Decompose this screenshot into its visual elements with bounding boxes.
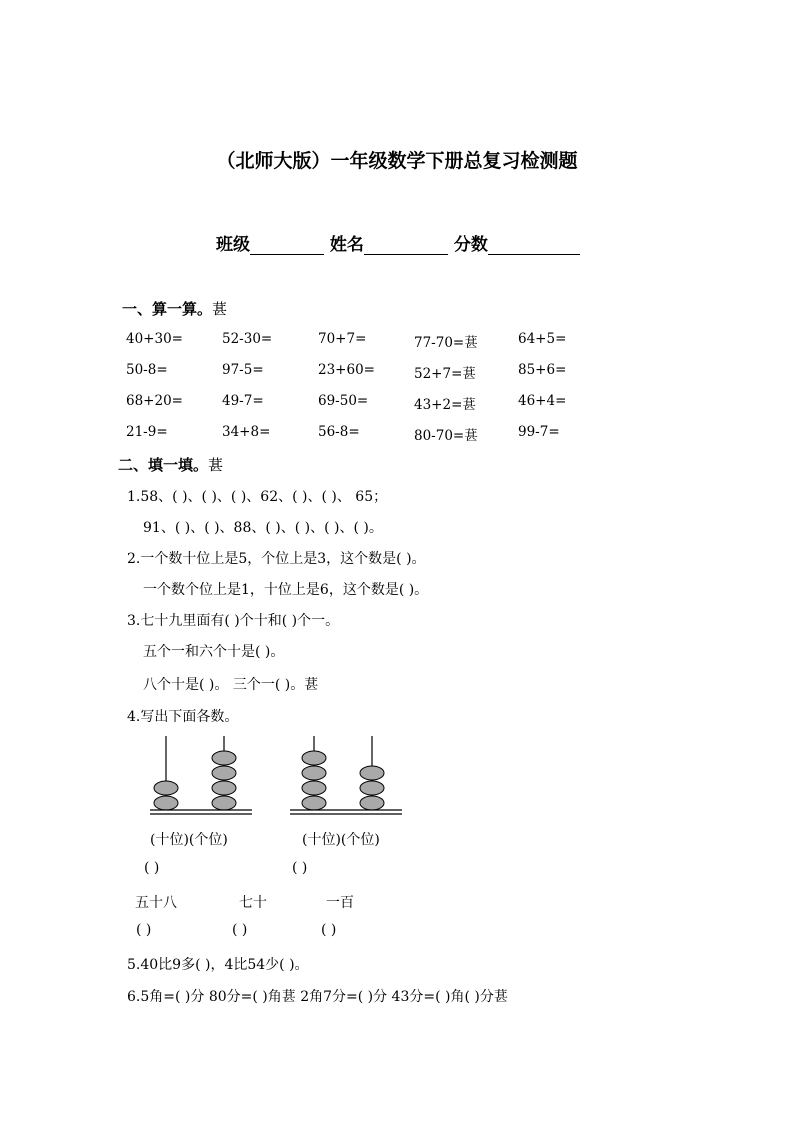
q3-line1: 3.七十九里面有( )个十和( )个一。 — [127, 613, 340, 629]
q5-line: 5.40比9多( )，4比54少( )。 — [127, 957, 309, 973]
class-blank[interactable] — [250, 236, 324, 255]
calc-item: 77-70=葚 — [414, 335, 478, 351]
abacus-1-ones-beads — [212, 751, 236, 810]
abacus-1-tens-beads — [154, 781, 178, 810]
word-answer[interactable]: ( ) — [232, 922, 248, 938]
section2-mark: 葚 — [208, 456, 224, 474]
abacus-bead — [212, 781, 236, 795]
abacus-bead — [212, 751, 236, 765]
calc-item: 97-5= — [222, 362, 264, 378]
abacus-1-answer[interactable]: ( ) — [144, 860, 160, 876]
q1-line1: 1.58、( )、( )、( )、62、( )、( )、 65； — [127, 489, 388, 505]
page-title: （北师大版）一年级数学下册总复习检测题 — [216, 150, 578, 172]
abacus-bead — [302, 781, 326, 795]
word-number: 一百 — [326, 895, 354, 911]
calc-item: 21-9= — [126, 424, 168, 440]
abacus-bead — [360, 796, 384, 810]
abacus-2-tens-beads — [302, 751, 326, 810]
word-answer[interactable]: ( ) — [321, 922, 337, 938]
student-info — [216, 230, 580, 255]
word-answer[interactable]: ( ) — [136, 922, 152, 938]
class-label: 班级 — [216, 235, 250, 255]
abacus-bead — [302, 796, 326, 810]
abacus-1 — [150, 736, 254, 818]
calc-item: 56-8= — [318, 424, 360, 440]
section1-heading — [122, 298, 227, 319]
q6-line: 6.5角=( )分 80分=( )角葚 2角7分=( )分 43分=( )角( )分葚 — [127, 989, 508, 1005]
abacus-2-label: (十位)(个位) — [302, 832, 380, 848]
section2-heading — [118, 454, 223, 475]
section1-heading-text: 一、算一算。 — [122, 300, 213, 318]
calc-item: 49-7= — [222, 393, 264, 409]
calc-item: 46+4= — [518, 393, 567, 409]
section1-mark: 葚 — [212, 300, 228, 318]
q2-line1: 2.一个数十位上是5，个位上是3，这个数是( )。 — [127, 551, 426, 567]
abacus-bead — [302, 766, 326, 780]
q4-heading: 4.写出下面各数。 — [127, 709, 239, 725]
calc-item: 23+60= — [318, 362, 375, 378]
calc-item: 85+6= — [518, 362, 567, 378]
calc-item: 99-7= — [518, 424, 560, 440]
name-label: 姓名 — [329, 235, 364, 255]
calc-item: 70+7= — [318, 331, 367, 347]
abacus-bead — [360, 766, 384, 780]
word-number: 七十 — [239, 895, 267, 911]
abacus-bead — [302, 751, 326, 765]
section2-heading-text: 二、填一填。 — [118, 456, 209, 474]
abacus-bead — [154, 781, 178, 795]
abacus-bead — [212, 796, 236, 810]
abacus-bead — [154, 796, 178, 810]
score-blank[interactable] — [488, 236, 580, 255]
q2-line2: 一个数个位上是1，十位上是6，这个数是( )。 — [143, 582, 429, 598]
abacus-2 — [290, 736, 404, 818]
calc-item: 68+20= — [126, 393, 183, 409]
abacus-2-answer[interactable]: ( ) — [292, 860, 308, 876]
abacus-2-ones-beads — [360, 766, 384, 810]
abacus-bead — [212, 766, 236, 780]
calc-item: 40+30= — [126, 331, 183, 347]
calc-item: 80-70=葚 — [414, 428, 478, 444]
abacus-bead — [360, 781, 384, 795]
calc-item: 52+7=葚 — [414, 366, 476, 382]
word-number: 五十八 — [135, 895, 177, 911]
calc-item: 52-30= — [222, 331, 273, 347]
calc-item: 50-8= — [126, 362, 168, 378]
calc-item: 34+8= — [222, 424, 271, 440]
q3-line3: 八个十是( )。 三个一( )。葚 — [143, 677, 319, 693]
q1-line2: 91、( )、( )、88、( )、( )、( )、( )。 — [143, 520, 383, 536]
abacus-1-label: (十位)(个位) — [150, 832, 228, 848]
calc-item: 64+5= — [518, 331, 567, 347]
q3-line2: 五个一和六个十是( )。 — [143, 644, 285, 660]
calc-item: 43+2=葚 — [414, 397, 476, 413]
calc-item: 69-50= — [318, 393, 369, 409]
score-label: 分数 — [453, 235, 488, 255]
name-blank[interactable] — [364, 236, 448, 255]
